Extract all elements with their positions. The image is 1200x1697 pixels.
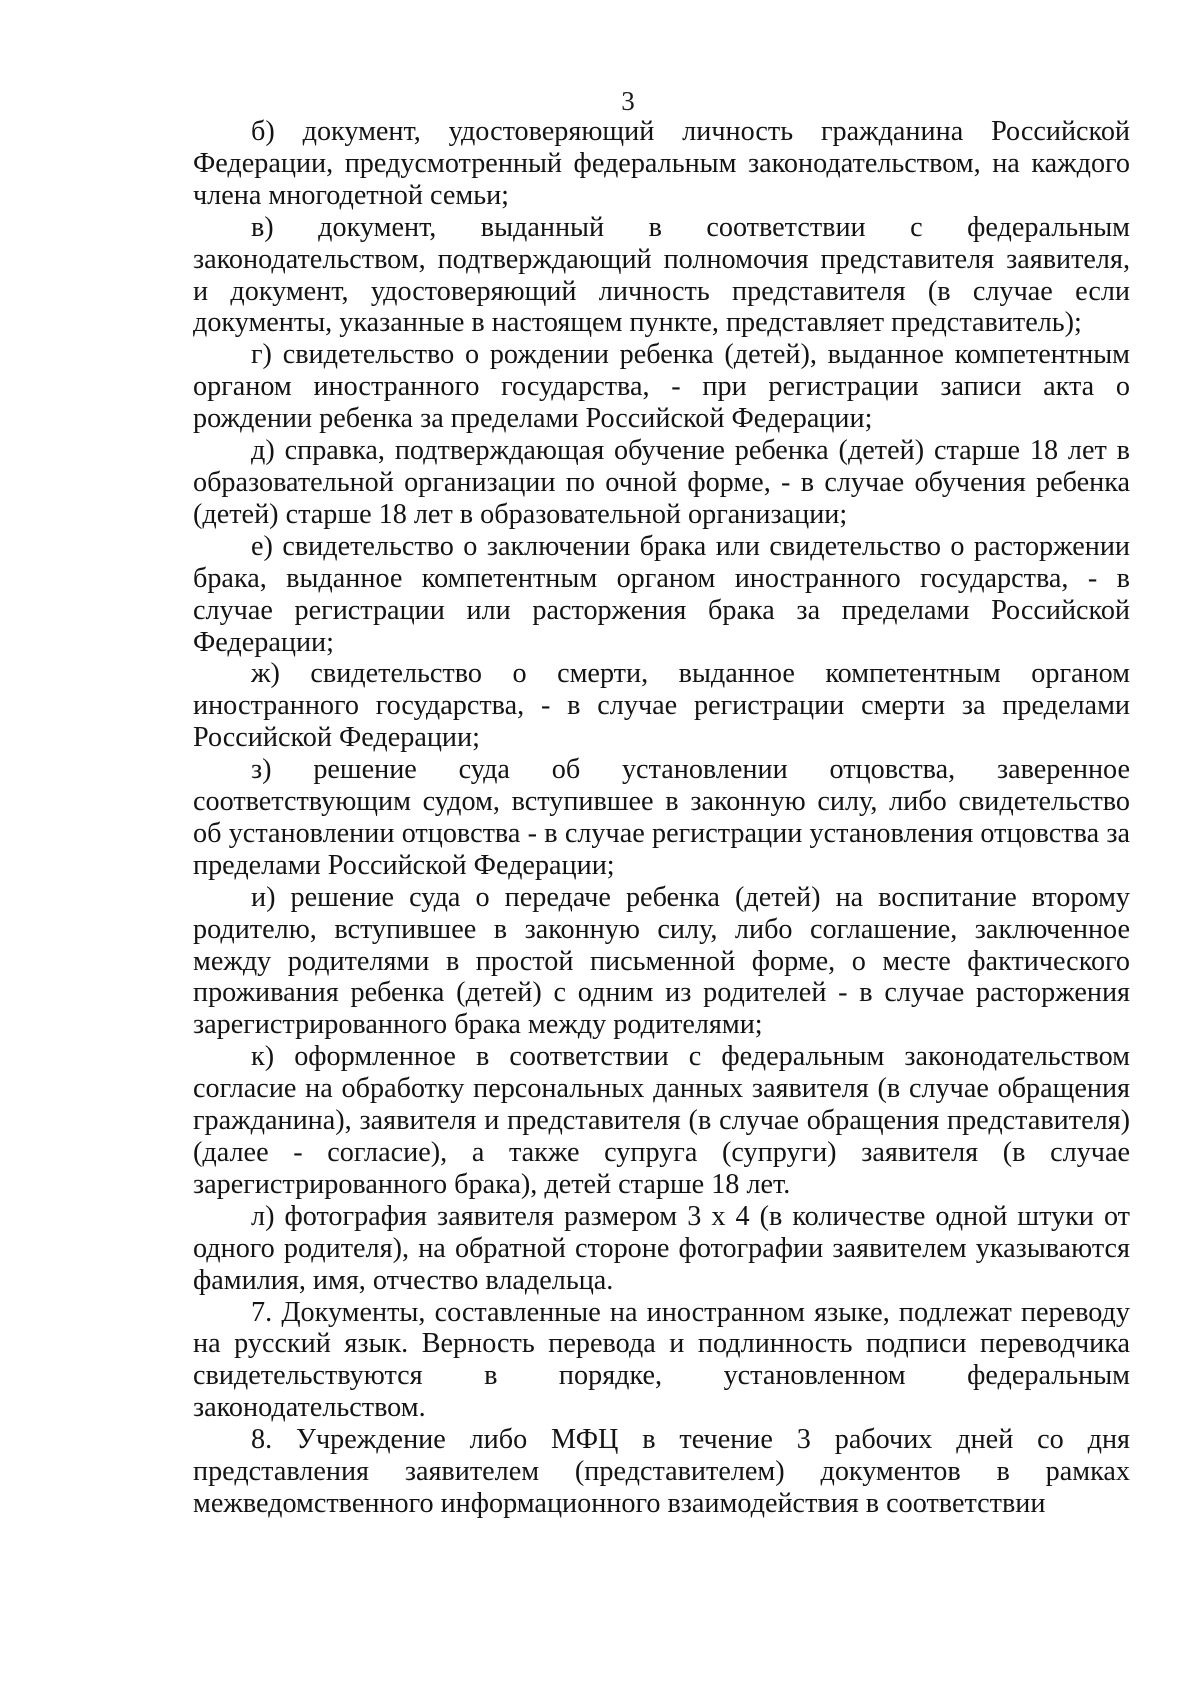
paragraph-item-k: к) оформленное в соответствии с федеральным законодательством согласие на обработку персональных данных заявителя (в случае обращения гражданина), заявителя и представителя (в случае обращения представителя) (далее - согласие), а также супруга (супруги) заявителя (в случае зарегистрированного брака), детей старше 18 лет. xyxy=(193,1041,1130,1200)
paragraph-section-8: 8. Учреждение либо МФЦ в течение 3 рабочих дней со дня представления заявителем (представителем) документов в рамках межведомственного информационного взаимодействия в соответствии xyxy=(193,1424,1130,1519)
paragraph-item-z: з) решение суда об установлении отцовства, заверенное соответствующим судом, вступившее в законную силу, либо свидетельство об установлении отцовства - в случае регистрации установления отцовства за пределами Российской Федерации; xyxy=(193,754,1130,881)
paragraph-item-d: д) справка, подтверждающая обучение ребенка (детей) старше 18 лет в образовательной организации по очной форме, - в случае обучения ребенка (детей) старше 18 лет в образовательной организации; xyxy=(193,435,1130,530)
page-number: 3 xyxy=(621,86,635,116)
paragraph-item-b: б) документ, удостоверяющий личность гражданина Российской Федерации, предусмотренный федеральным законодательством, на каждого члена многодетной семьи; xyxy=(193,116,1130,211)
paragraph-item-v: в) документ, выданный в соответствии с федеральным законодательством, подтверждающий полномочия представителя заявителя, и документ, удостоверяющий личность представителя (в случае если документы, указанные в настоящем пункте, представляет представитель); xyxy=(193,211,1130,339)
paragraph-section-7: 7. Документы, составленные на иностранном языке, подлежат переводу на русский язык. Верность перевода и подлинность подписи переводчика свидетельствуются в порядке, установленном федеральным законодательством. xyxy=(193,1296,1130,1424)
paragraph-item-zh: ж) свидетельство о смерти, выданное компетентным органом иностранного государства, - в случае регистрации смерти за пределами Российской Федерации; xyxy=(193,658,1130,754)
document-body xyxy=(193,116,1130,1520)
paragraph-item-i: и) решение суда о передаче ребенка (детей) на воспитание второму родителю, вступившее в законную силу, либо соглашение, заключенное между родителями в простой письменной форме, о месте фактического проживания ребенка (детей) с одним из родителей - в случае расторжения зарегистрированного брака между родителями; xyxy=(193,881,1130,1041)
paragraph-item-g: г) свидетельство о рождении ребенка (детей), выданное компетентным органом иностранного государства, - при регистрации записи акта о рождении ребенка за пределами Российской Федерации; xyxy=(193,339,1130,435)
paragraph-item-e: е) свидетельство о заключении брака или свидетельство о расторжении брака, выданное компетентным органом иностранного государства, - в случае регистрации или расторжения брака за пределами Российской Федерации; xyxy=(193,530,1130,658)
paragraph-item-l: л) фотография заявителя размером 3 x 4 (в количестве одной штуки от одного родителя), на обратной стороне фотографии заявителем указываются фамилия, имя, отчество владельца. xyxy=(193,1200,1130,1296)
